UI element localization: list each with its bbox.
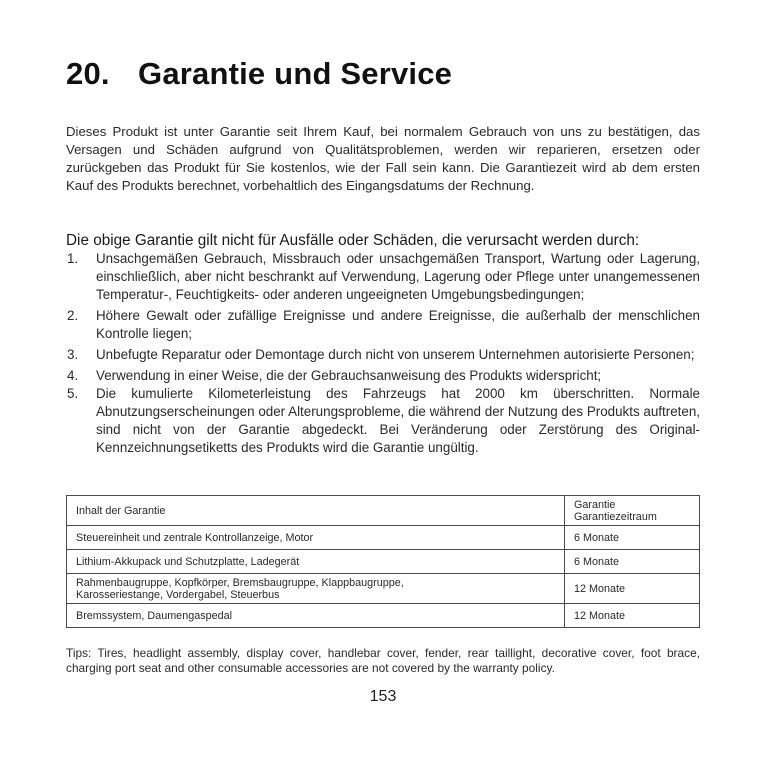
list-item-text: Höhere Gewalt oder zufällige Ereignisse und andere Ereignisse, die außerhalb der menschlichen Kontrolle liegen; [96,308,700,341]
warranty-table [66,495,700,628]
table-row [67,574,700,604]
header-period-line2: Garantiezeitraum [574,510,657,523]
table-row [67,604,700,628]
list-item-number: 3. [67,347,79,362]
page-number: 153 [369,688,397,705]
list-item-number: 2. [67,308,79,323]
list-item [66,385,700,457]
list-item-number: 4. [67,368,79,383]
header-cell-period [565,496,700,526]
table-cell-period: 6 Monate [565,526,700,550]
header-period-line1: Garantie [574,498,616,511]
list-item [66,367,700,385]
table-cell-period: 12 Monate [565,574,700,604]
table-cell-content [67,574,565,604]
table-cell-content: Steuereinheit und zentrale Kontrollanzeige, Motor [67,526,565,550]
list-item-text: Unsachgemäßen Gebrauch, Missbrauch oder unsachgemäßen Transport, Wartung oder Lagerung, einschließlich, aber nicht beschrankt auf Verwendung, Lagerung oder Pflege unter unangemessenen Temperatur-, Feuchtigkeits- oder anderen ungeeigneten Umgebungsbedingungen; [96,251,700,302]
table-cell-content-line2: Karosseriestange, Vordergabel, Steuerbus [76,588,280,601]
list-item [66,307,700,343]
list-item-text: Verwendung in einer Weise, die der Gebrauchsanweisung des Produkts widerspricht; [96,368,602,383]
exclusions-list [66,250,700,457]
section-title-text: Garantie und Service [138,56,453,91]
table-cell-content: Bremssystem, Daumengaspedal [67,604,565,628]
table-cell-content-line1: Rahmenbaugruppe, Kopfkörper, Bremsbaugruppe, Klappbaugruppe, [76,576,404,589]
intro-paragraph: Dieses Produkt ist unter Garantie seit Ihrem Kauf, bei normalem Gebrauch von uns zu bestätigen, das Versagen und Schäden aufgrund von Qualitätsproblemen, werden wir reparieren, ersetzen oder zurückgeben das Produkt für Sie kostenlos, wie der Fall sein kann. Die Garantiezeit wird ab dem ersten Kauf des Produkts berechnet, vorbehaltlich des Eingangsdatums der Rechnung. [66,124,700,193]
list-item [66,250,700,304]
table-row [67,526,700,550]
section-number: 20. [66,56,110,91]
list-item-text: Unbefugte Reparatur oder Demontage durch nicht von unserem Unternehmen autorisierte Personen; [96,347,695,362]
table-row [67,550,700,574]
exclusions-heading: Die obige Garantie gilt nicht für Ausfälle oder Schäden, die verursacht werden durch: [66,232,640,249]
list-item-text: Die kumulierte Kilometerleistung des Fahrzeugs hat 2000 km überschritten. Normale Abnutzungserscheinungen oder Alterungsprobleme, die während der Nutzung des Produkts auftreten, sind nicht von der Garantie abgedeckt. Bei Veränderung oder Zerstörung des Original-Kennzeichnungsetiketts des Produkts wird die Garantie ungültig. [96,386,700,455]
tips-note: Tips: Tires, headlight assembly, display cover, handlebar cover, fender, rear taillight, decorative cover, foot brace, charging port seat and other consumable accessories are not covered by the warranty policy. [66,646,700,675]
table-cell-content: Lithium-Akkupack und Schutzplatte, Ladegerät [67,550,565,574]
list-item [66,346,700,364]
list-item-number: 5. [67,386,79,401]
list-item-number: 1. [67,251,79,266]
table-cell-period: 12 Monate [565,604,700,628]
table-header-row [67,496,700,526]
section-title [66,56,452,92]
header-cell-content: Inhalt der Garantie [67,496,565,526]
table-cell-period: 6 Monate [565,550,700,574]
